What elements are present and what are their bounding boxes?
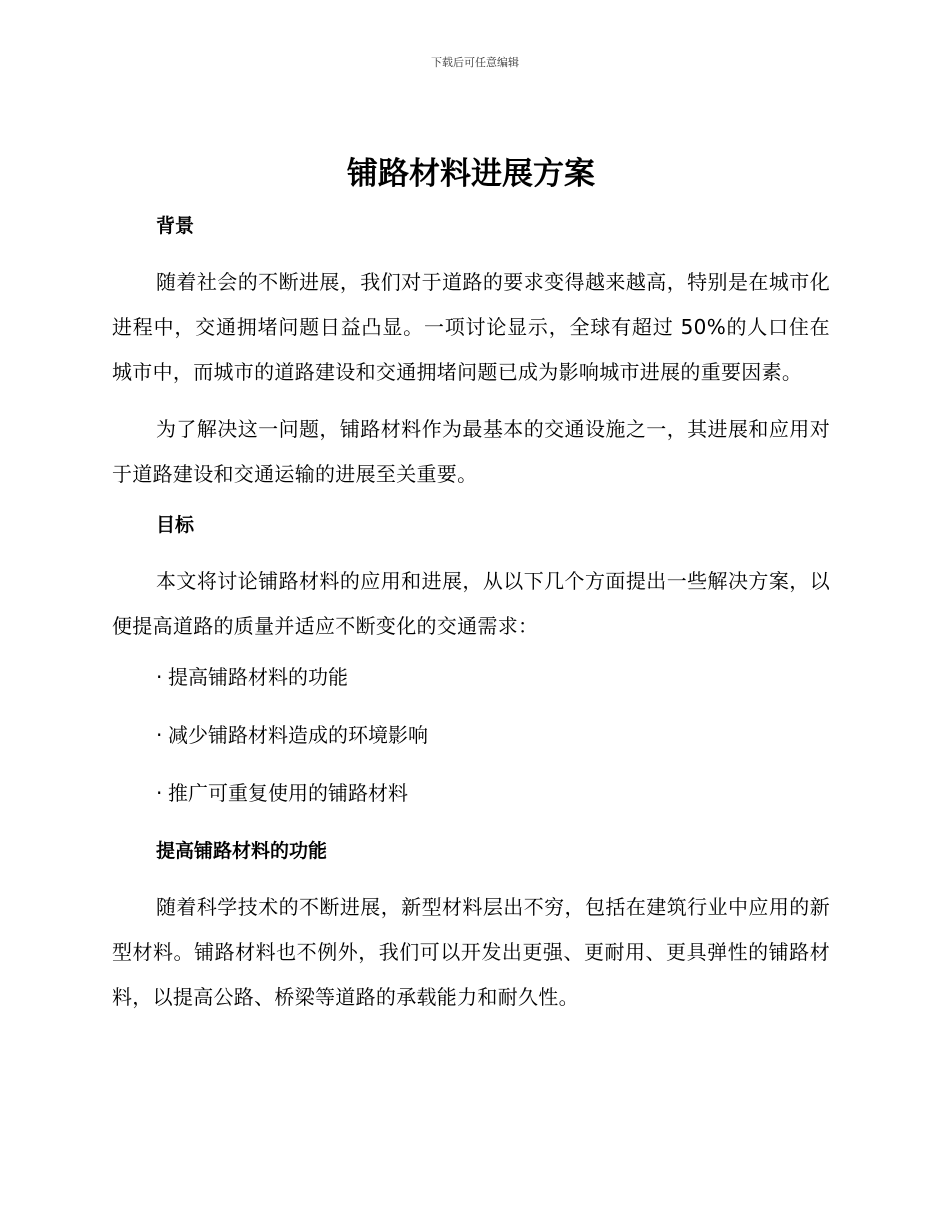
paragraph: 本文将讨论铺路材料的应用和进展，从以下几个方面提出一些解决方案，以便提高道路的质量并适应不断变化的交通需求： bbox=[112, 569, 830, 638]
list-item-text: 减少铺路材料造成的环境影响 bbox=[168, 723, 428, 747]
list-item bbox=[112, 719, 830, 751]
section-heading-goal: 目标 bbox=[156, 514, 195, 536]
bullet-symbol: · bbox=[156, 723, 163, 747]
list-item-text: 推广可重复使用的铺路材料 bbox=[168, 781, 408, 805]
paragraph: 随着社会的不断进展，我们对于道路的要求变得越来越高，特别是在城市化进程中，交通拥堵问题日益凸显。一项讨论显示，全球有超过 50%的人口住在城市中，而城市的道路建设和交通拥堵问题已成为影响城市进展的重要因素。 bbox=[112, 270, 830, 384]
document-body bbox=[112, 146, 830, 1032]
bullet-symbol: · bbox=[156, 781, 163, 805]
list-item bbox=[112, 661, 830, 693]
section-heading-background: 背景 bbox=[156, 215, 195, 237]
list-item bbox=[112, 777, 830, 809]
header-note: 下载后可任意编辑 bbox=[431, 56, 519, 69]
bullet-symbol: · bbox=[156, 665, 163, 689]
document-title: 铺路材料进展方案 bbox=[347, 156, 595, 192]
paragraph: 随着科学技术的不断进展，新型材料层出不穷，包括在建筑行业中应用的新型材料。铺路材料也不例外，我们可以开发出更强、更耐用、更具弹性的铺路材料，以提高公路、桥梁等道路的承载能力和耐久性。 bbox=[112, 895, 830, 1009]
list-item-text: 提高铺路材料的功能 bbox=[168, 665, 348, 689]
section-heading-improve: 提高铺路材料的功能 bbox=[156, 840, 328, 862]
paragraph: 为了解决这一问题，铺路材料作为最基本的交通设施之一，其进展和应用对于道路建设和交通运输的进展至关重要。 bbox=[112, 417, 830, 486]
